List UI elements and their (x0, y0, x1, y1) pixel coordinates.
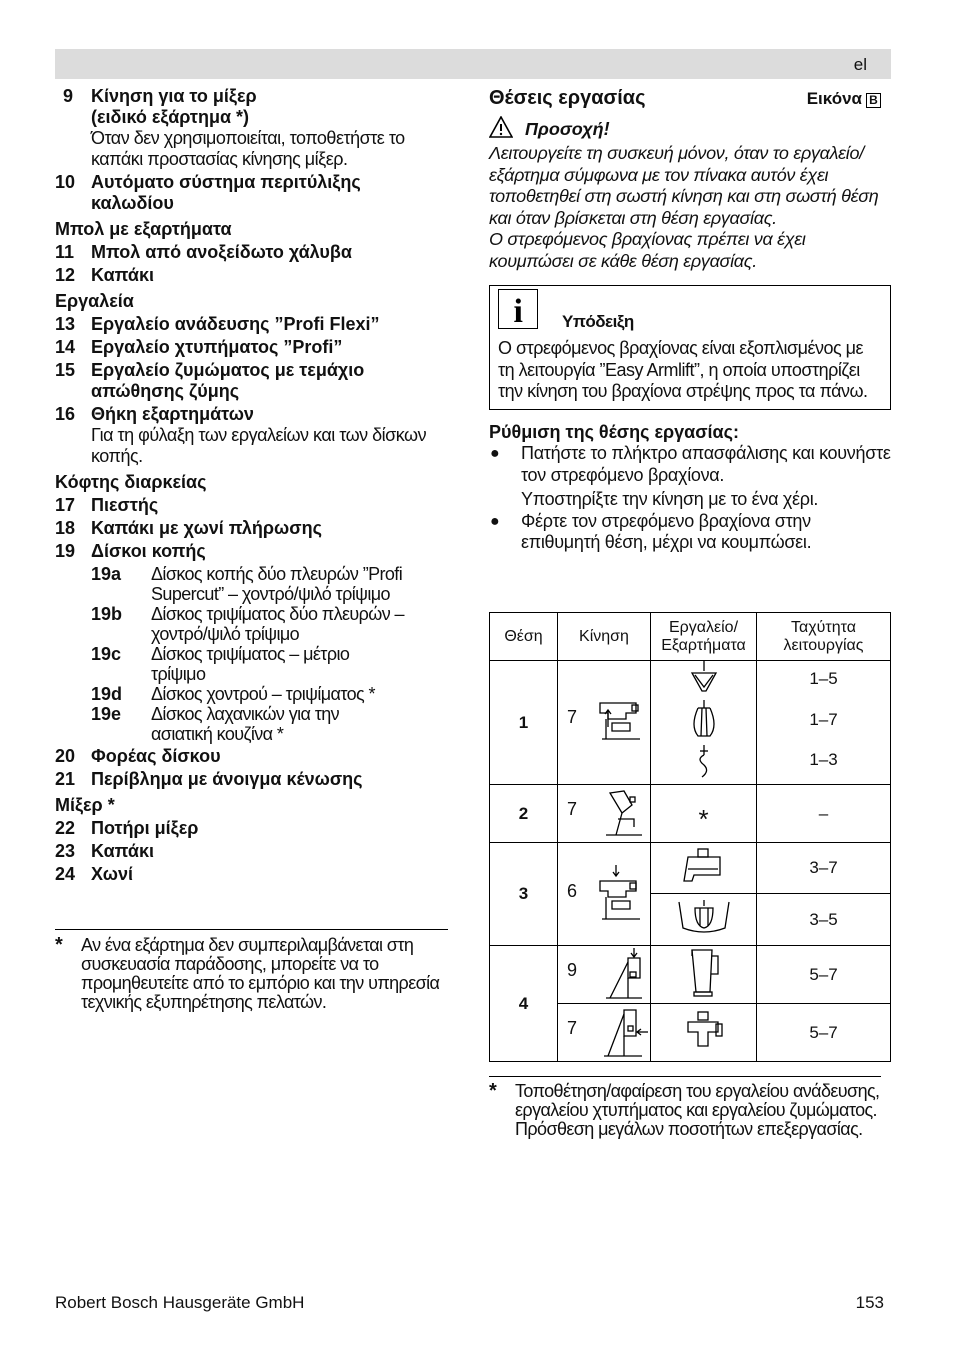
sub-item: 19d Δίσκος χοντρού – τριψίματος * (91, 684, 375, 704)
mixer-front-drive-icon (596, 697, 644, 750)
section-heading: Μίξερ * (55, 795, 115, 815)
footnote-right: * Τοποθέτηση/αφαίρεση του εργαλείου ανάδευσης, εργαλείου χτυπήματος και εργαλείου ζυμώματος. Πρόσθεση μεγάλων ποσοτήτων επεξεργασίας. (489, 1080, 880, 1139)
note-text: Ο στρεφόμενος βραχίονας είναι εξοπλισμένος με τη λειτουργία ”Easy Armlift”, η οποία υποστηρίζει την κίνηση του βραχίονα στρέψης προς τα πάνω. (498, 338, 868, 401)
list-item: 21 Περίβλημα με άνοιγμα κένωσης (55, 769, 363, 789)
flexi-stirrer-icon (651, 661, 756, 700)
header-bar (55, 49, 891, 79)
list-item: 22 Ποτήρι μίξερ (55, 818, 199, 838)
warning-text: Λειτουργείτε τη συσκευή μόνον, όταν το εργαλείο/εξάρτημα σύμφωνα με τον πίνακα αυτόν έχει τοποθετηθεί στη σωστή κίνηση και στη σωστή θέση και όταν βρίσκεται στη θέση εργασίας. (489, 143, 879, 228)
mixer-tilted-icon (602, 789, 646, 844)
figure-letter-box: B (866, 93, 881, 108)
svg-text:i: i (513, 292, 523, 329)
divider (489, 1076, 881, 1077)
section-heading: Μπολ με εξαρτήματα (55, 219, 232, 239)
bullet-extra-text: Υποστηρίξτε την κίνηση με το ένα χέρι. (521, 489, 819, 509)
meat-mincer-icon (682, 1035, 726, 1054)
footer-company: Robert Bosch Hausgeräte GmbH (55, 1293, 305, 1312)
table-row: 3–5 (490, 894, 891, 946)
parts-list (55, 86, 455, 887)
list-item: ● Φέρτε τον στρεφόμενο βραχίονα στην επιθυμητή θέση, μέχρι να κουμπώσει. (490, 510, 812, 552)
list-item: 20 Φορέας δίσκου (55, 746, 221, 766)
mixer-upright-side-drive-icon (602, 1006, 650, 1065)
page-number: 153 (855, 1293, 884, 1312)
sub-item: 19c Δίσκος τριψίματος – μέτριο τρίψιμο (91, 644, 350, 684)
warning-icon (489, 116, 513, 144)
figure-reference: Εικόνα B (807, 88, 881, 110)
section-heading: Εργαλεία (55, 291, 134, 311)
list-item: 18 Καπάκι με χωνί πλήρωσης (55, 518, 322, 538)
list-item: 13 Εργαλείο ανάδευσης ”Profi Flexi” (55, 314, 380, 334)
list-item: 11 Μπολ από ανοξείδωτο χάλυβα (55, 242, 352, 262)
footnote-left: * Αν ένα εξάρτημα δεν συμπεριλαμβάνεται στη συσκευασία παράδοσης, μπορείτε να το προμηθευτείτε από το εμπόριο και την υπηρεσία τεχνικής εξυπηρέτησης πελατών. (55, 934, 440, 1012)
list-item: 10 Αυτόματο σύστημα περιτύλιξης καλωδίου (55, 172, 361, 213)
blender-jug-icon (684, 983, 724, 1002)
list-item: 16 Θήκη εξαρτημάτων Για τη φύλαξη των εργαλείων και των δίσκων κοπής. (55, 404, 427, 466)
list-item: 23 Καπάκι (55, 841, 155, 861)
bullet-icon: ● (490, 512, 500, 530)
sub-item: 19e Δίσκος λαχανικών για την ασιατική κουζίνα * (91, 704, 340, 744)
list-item: 24 Χωνί (55, 864, 133, 884)
whisk-icon (651, 700, 756, 745)
tool-star: * (651, 785, 757, 843)
work-positions-section (489, 86, 891, 554)
list-item: 12 Καπάκι (55, 265, 155, 285)
table-row: 3 6 3–7 (490, 843, 891, 894)
sub-item: 19b Δίσκος τριψίματος δύο πλευρών – χοντρό/ψιλό τρίψιμο (91, 604, 404, 644)
mixer-upright-top-drive-icon (602, 948, 646, 1007)
warning-text-2: Ο στρεφόμενος βραχίονας πρέπει να έχει κουμπώσει σε κάθε θέση εργασίας. (489, 229, 806, 271)
list-item: ● Πατήστε το πλήκτρο απασφάλισης και κουνήστε τον στρεφόμενο βραχίονα. (490, 443, 891, 485)
bullet-icon: ● (490, 445, 500, 462)
bowl-with-tool-icon (675, 921, 733, 940)
mixer-top-drive-icon (596, 863, 644, 930)
note-title: Υπόδειξη (562, 311, 634, 331)
note-box (489, 285, 891, 410)
language-code: el (853, 55, 867, 74)
section-heading: Κόφτης διαρκείας (55, 472, 207, 492)
table-row: 1 7 1–5 1–7 1–3 (490, 661, 891, 785)
table-row: 2 7 * – (490, 785, 891, 843)
sub-item: 19a Δίσκος κοπής δύο πλευρών ”Profi Supercut” – χοντρό/ψιλό τρίψιμο (91, 564, 403, 604)
divider (55, 929, 448, 930)
kneading-hook-icon (651, 745, 756, 784)
table-row: 4 9 5–7 (490, 946, 891, 1004)
list-item: 17 Πιεστής (55, 495, 159, 515)
setup-title: Ρύθμιση της θέσης εργασίας: (489, 421, 739, 442)
table-header-row: Θέση Κίνηση Εργαλείο/ Εξαρτήματα Ταχύτητα λειτουργίας (490, 613, 891, 661)
positions-table (489, 612, 891, 1062)
list-item: 15 Εργαλείο ζυμώματος με τεμάχιο απώθησης ζύμης (55, 360, 365, 401)
list-item: 19 Δίσκοι κοπής (55, 541, 206, 561)
list-item: 9 Κίνηση για το μίξερ (ειδικό εξάρτημα *) Όταν δεν χρησιμοποιείται, τοποθετήστε το καπάκι προστασίας κίνησης μίξερ. (63, 86, 405, 169)
table-row: 7 5–7 (490, 1004, 891, 1062)
continuous-cutter-icon (678, 870, 730, 889)
section-title: Θέσεις εργασίας (489, 87, 646, 109)
warning-title: Προσοχή! (525, 118, 610, 139)
info-icon (498, 289, 538, 335)
list-item: 14 Εργαλείο χτυπήματος ”Profi” (55, 337, 343, 357)
